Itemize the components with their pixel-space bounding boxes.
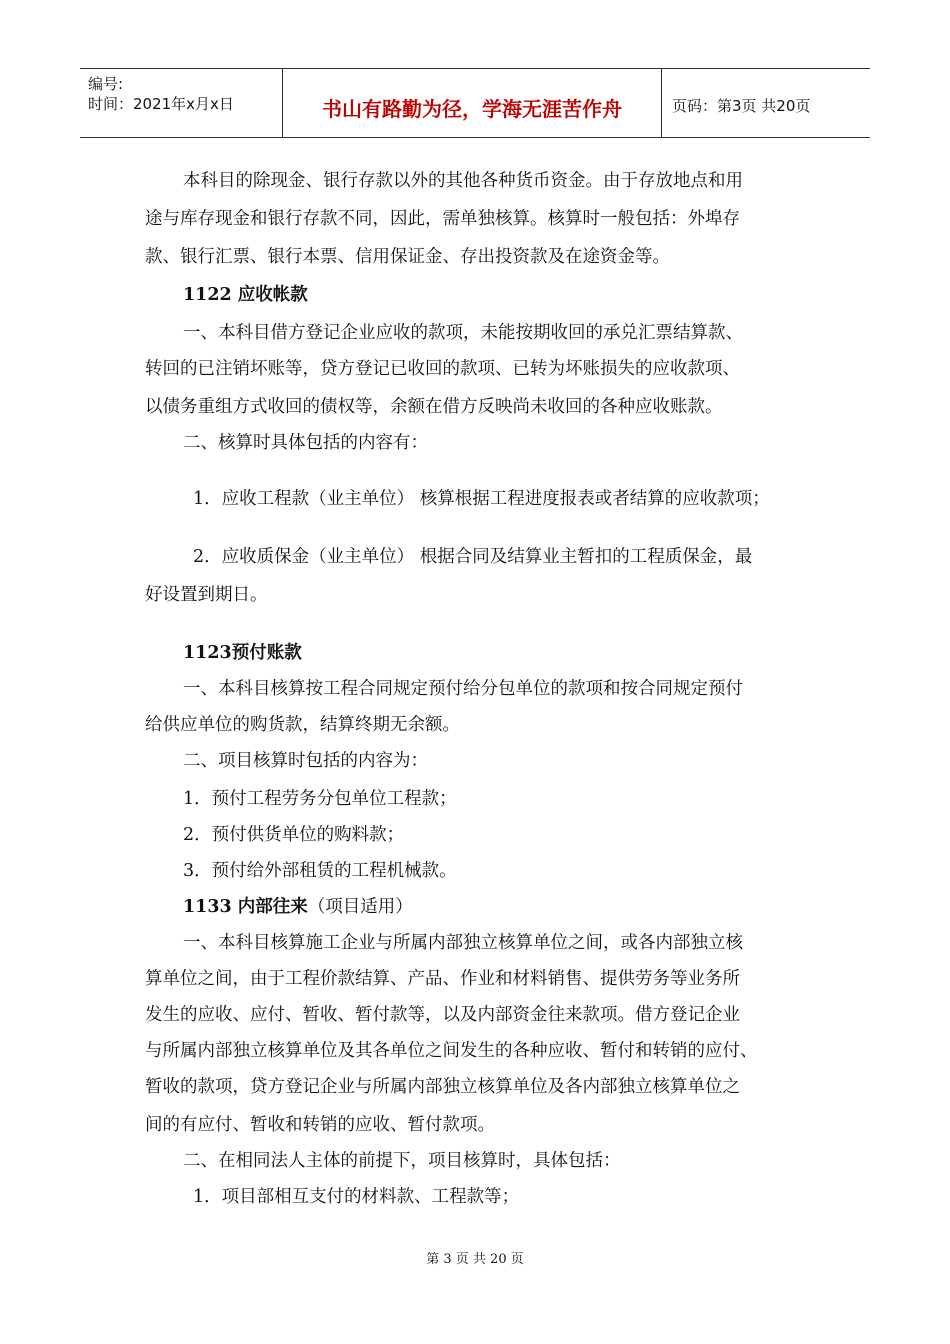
motto: 书山有路勤为径，学海无涯苦作舟 (322, 97, 622, 121)
paragraph-line: 发生的应收、应付、暂收、暂付款等，以及内部资金往来款项。借方登记企业 (145, 1005, 740, 1025)
section-note: （项目适用） (307, 897, 413, 917)
section-heading: 1133 内部往来 (183, 897, 308, 917)
paragraph-line: 二、项目核算时包括的内容为： (183, 751, 428, 771)
paragraph-line: 途与库存现金和银行存款不同，因此，需单独核算。核算时一般包括：外埠存 (145, 209, 740, 229)
section-heading-row (183, 896, 413, 918)
header-page-cell (664, 69, 870, 137)
paragraph-line: 以债务重组方式收回的债权等，余额在借方反映尚未收回的各种应收账款。 (145, 397, 723, 417)
page-footer: 第 3 页 共 20 页 (426, 1252, 524, 1267)
paragraph-line: 暂收的款项，贷方登记企业与所属内部独立核算单位及各内部独立核算单位之 (145, 1077, 740, 1097)
list-item: 3．预付给外部租赁的工程机械款。 (183, 861, 457, 881)
paragraph-line: 二、核算时具体包括的内容有： (183, 433, 428, 453)
paragraph-line: 一、本科目核算施工企业与所属内部独立核算单位之间，或各内部独立核 (183, 933, 743, 953)
header-motto-cell (282, 69, 662, 137)
paragraph-line: 给供应单位的购货款，结算终期无余额。 (145, 715, 460, 735)
paragraph-line: 二、在相同法人主体的前提下，项目核算时，具体包括： (183, 1151, 621, 1171)
paragraph-line: 间的有应付、暂收和转销的应收、暂付款项。 (145, 1115, 495, 1135)
paragraph-line: 好设置到期日。 (145, 585, 268, 605)
header-table (80, 68, 870, 138)
paragraph-line: 算单位之间，由于工程价款结算、产品、作业和材料销售、提供劳务等业务所 (145, 969, 740, 989)
section-heading: 1122 应收帐款 (183, 285, 308, 305)
list-item: 2．应收质保金（业主单位） 根据合同及结算业主暂扣的工程质保金，最 (193, 547, 753, 567)
paragraph-line: 一、本科目借方登记企业应收的款项，未能按期收回的承兑汇票结算款、 (183, 323, 743, 343)
paragraph-line: 本科目的除现金、银行存款以外的其他各种货币资金。由于存放地点和用 (183, 171, 743, 191)
section-heading: 1123预付账款 (183, 643, 302, 663)
header-info-cell (80, 69, 280, 137)
list-item: 2．预付供货单位的购料款； (183, 825, 405, 845)
paragraph-line: 转回的已注销坏账等，贷方登记已收回的款项、已转为坏账损失的应收款项、 (145, 359, 740, 379)
number-label: 编号: (88, 75, 124, 93)
paragraph-line: 款、银行汇票、银行本票、信用保证金、存出投资款及在途资金等。 (145, 247, 670, 267)
time-label: 时间：2021年x月x日 (88, 95, 234, 113)
paragraph-line: 一、本科目核算按工程合同规定预付给分包单位的款项和按合同规定预付 (183, 679, 743, 699)
list-item: 1．预付工程劳务分包单位工程款； (183, 789, 457, 809)
paragraph-line: 与所属内部独立核算单位及其各单位之间发生的各种应收、暂付和转销的应付、 (145, 1041, 758, 1061)
page-label: 页码：第3页 共20页 (672, 97, 811, 115)
list-item: 1．项目部相互支付的材料款、工程款等； (193, 1187, 520, 1207)
list-item: 1．应收工程款（业主单位） 核算根据工程进度报表或者结算的应收款项； (193, 489, 770, 509)
